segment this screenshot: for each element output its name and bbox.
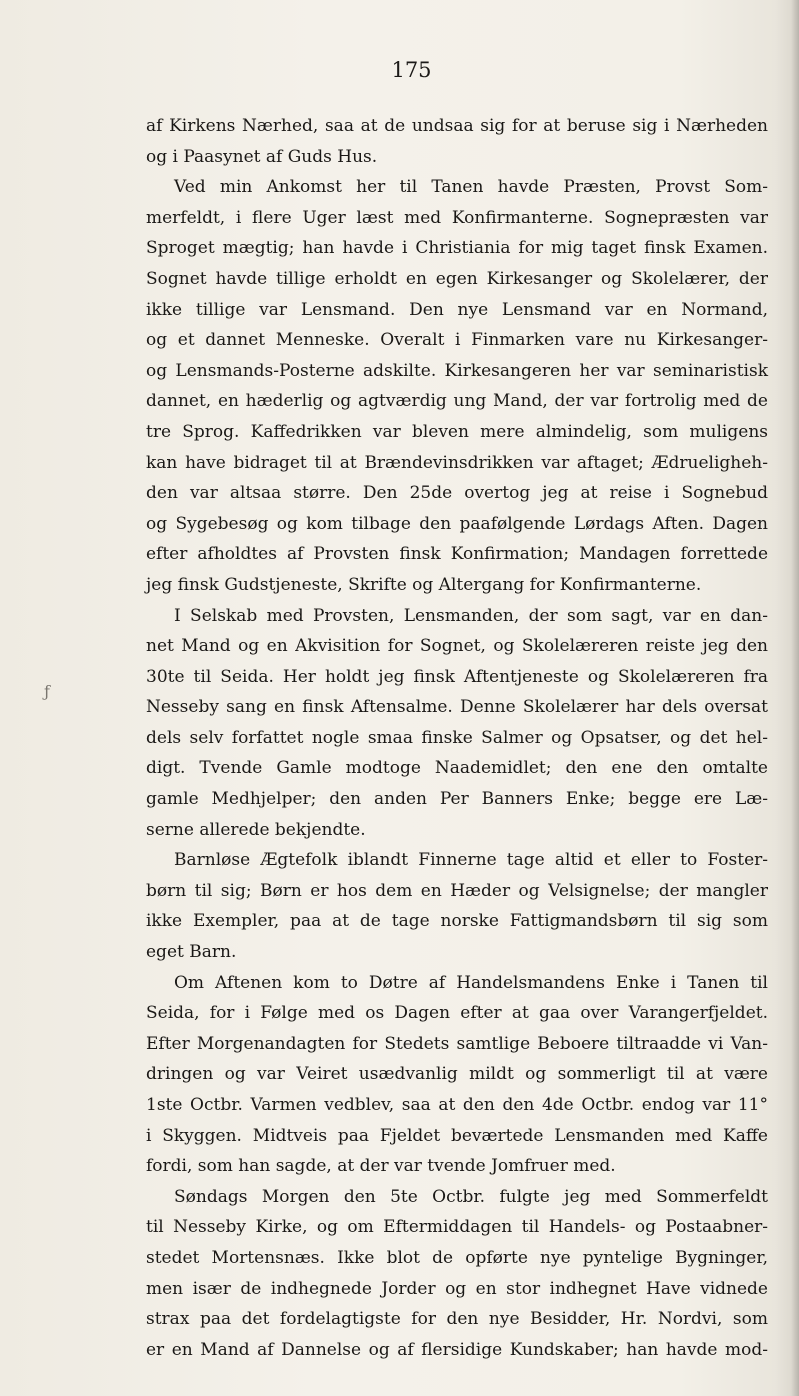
text-line: Søndags Morgen den 5te Octbr. fulgte jeg med Sommerfeldt <box>174 1186 768 1207</box>
text-line: og et dannet Menneske. Overalt i Finmarken vare nu Kirkesanger- <box>146 330 768 351</box>
text-line: tre Sprog. Kaffedrikken var bleven mere almindelig, som muligens <box>146 421 768 442</box>
text-line: og Sygebesøg og kom tilbage den paafølgende Lørdags Aften. Dagen <box>146 513 768 534</box>
text-line: men især de indhegnede Jorder og en stor indhegnet Have vidnede <box>146 1278 768 1299</box>
text-line: i Skyggen. Midtveis paa Fjeldet beværtede Lensmanden med Kaffe <box>146 1125 768 1146</box>
text-line: strax paa det fordelagtigste for den nye Besidder, Hr. Nordvi, som <box>146 1309 768 1330</box>
text-line: Ved min Ankomst her til Tanen havde Præsten, Provst Som- <box>174 177 768 198</box>
text-line: kan have bidraget til at Brændevinsdrikken var aftaget; Ædrueligheh- <box>146 452 768 473</box>
text-line: børn til sig; Børn er hos dem en Hæder og Velsignelse; der mangler <box>146 880 768 901</box>
body-text <box>146 111 768 1365</box>
text-line: serne allerede bekjendte. <box>146 819 366 840</box>
text-line: stedet Mortensnæs. Ikke blot de opførte nye pyntelige Bygninger, <box>146 1247 768 1268</box>
text-line: ikke tillige var Lensmand. Den nye Lensmand var en Normand, <box>146 299 768 320</box>
text-line: I Selskab med Provsten, Lensmanden, der som sagt, var en dan- <box>174 605 768 626</box>
text-line: Barnløse Ægtefolk iblandt Finnerne tage altid et eller to Foster- <box>174 850 768 871</box>
text-line: af Kirkens Nærhed, saa at de undsaa sig for at beruse sig i Nærheden <box>146 116 768 136</box>
text-line: fordi, som han sagde, at der var tvende Jomfruer med. <box>146 1156 616 1177</box>
text-line: net Mand og en Akvisition for Sognet, og Skolelæreren reiste jeg den <box>146 636 768 657</box>
text-line: efter afholdtes af Provsten finsk Konfirmation; Mandagen forrettede <box>146 544 768 565</box>
text-line: merfeldt, i flere Uger læst med Konfirmanterne. Sognepræsten var <box>146 207 768 228</box>
text-line: 30te til Seida. Her holdt jeg finsk Aftentjeneste og Skolelæreren fra <box>146 666 768 687</box>
margin-mark: ƒ <box>44 682 50 701</box>
text-line: eget Barn. <box>146 942 237 963</box>
text-line: den var altsaa større. Den 25de overtog jeg at reise i Sognebud <box>146 483 768 504</box>
text-line: gamle Medhjelper; den anden Per Banners Enke; begge ere Læ- <box>146 789 768 810</box>
text-line: og Lensmands-Posterne adskilte. Kirkesangeren her var seminaristisk <box>146 360 768 381</box>
text-line: ikke Exempler, paa at de tage norske Fattigmandsbørn til sig som <box>146 911 768 932</box>
page-edge-shadow <box>791 0 799 1396</box>
text-line: er en Mand af Dannelse og af flersidige Kundskaber; han havde mod- <box>146 1339 768 1360</box>
text-line: dringen og var Veiret usædvanlig mildt og sommerligt til at være <box>146 1064 768 1085</box>
text-line: Seida, for i Følge med os Dagen efter at gaa over Varangerfjeldet. <box>146 1003 768 1024</box>
text-line: Om Aftenen kom to Døtre af Handelsmandens Enke i Tanen til <box>174 972 768 993</box>
text-line: jeg finsk Gudstjeneste, Skrifte og Altergang for Konfirmanterne. <box>146 574 702 595</box>
page-number: 175 <box>391 58 432 82</box>
text-line: Nesseby sang en finsk Aftensalme. Denne Skolelærer har dels oversat <box>146 697 768 718</box>
text-line: dels selv forfattet nogle smaa finske Salmer og Opsatser, og det hel- <box>146 727 768 748</box>
text-line: Efter Morgenandagten for Stedets samtlige Beboere tiltraadde vi Van- <box>146 1033 768 1054</box>
text-line: 1ste Octbr. Varmen vedblev, saa at den den 4de Octbr. endog var 11° <box>146 1095 768 1115</box>
text-line: og i Paasynet af Guds Hus. <box>146 146 378 167</box>
text-line: Sproget mægtig; han havde i Christiania for mig taget finsk Examen. <box>146 238 768 259</box>
text-line: dannet, en hæderlig og agtværdig ung Mand, der var fortrolig med de <box>146 391 768 412</box>
text-line: Sognet havde tillige erholdt en egen Kirkesanger og Skolelærer, der <box>146 268 768 289</box>
text-line: digt. Tvende Gamle modtoge Naademidlet; den ene den omtalte <box>146 758 768 779</box>
text-line: til Nesseby Kirke, og om Eftermiddagen til Handels- og Postaabner- <box>146 1217 768 1238</box>
